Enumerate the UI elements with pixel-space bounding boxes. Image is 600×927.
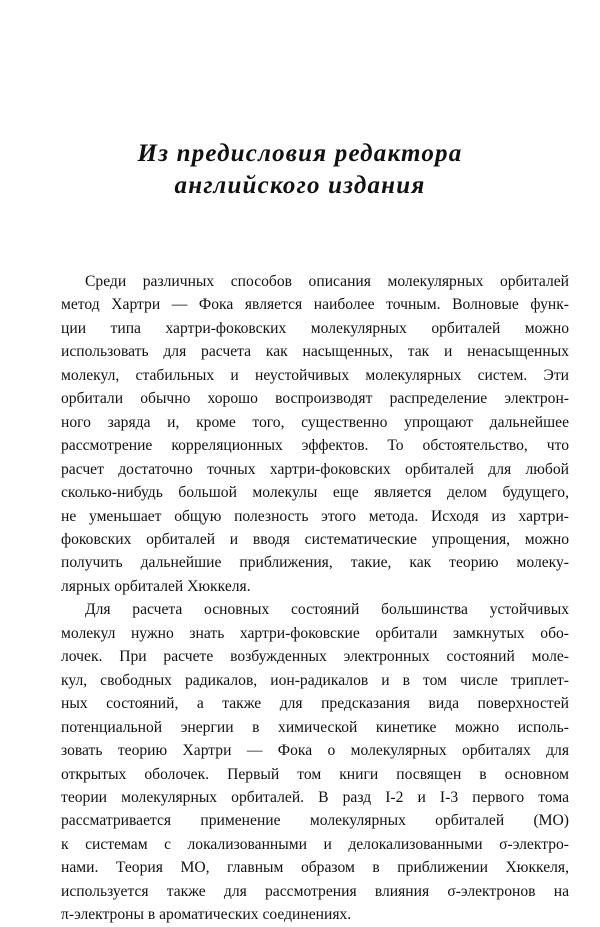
text-line: нами. Теория МО, главным образом в приближении Хюккеля, bbox=[61, 859, 569, 877]
text-line: π-электроны в ароматических соединениях. bbox=[61, 906, 352, 924]
text-line: использовать для расчета как насыщенных, так и ненасыщенных bbox=[61, 343, 569, 361]
text-line: ных состояний, а также для предсказания вида поверхностей bbox=[61, 695, 569, 713]
page-title bbox=[0, 138, 600, 202]
text-line: к системам с локализованными и делокализованными σ-электро- bbox=[61, 835, 569, 853]
text-line: Среди различных способов описания молекулярных орбиталей bbox=[85, 273, 569, 290]
text-line: рассмотрение корреляционных эффектов. То обстоятельство, что bbox=[61, 437, 569, 455]
text-line: теории молекулярных орбиталей. В разд I-2 и I-3 первого тома bbox=[61, 788, 569, 806]
paragraph-1 bbox=[61, 270, 569, 598]
text-line: молекул нужно знать хартри-фоковские орбитали замкнутых обо- bbox=[61, 624, 569, 642]
text-line: ции типа хартри-фоковских молекулярных орбиталей можно bbox=[61, 319, 569, 337]
text-line: рассматривается применение молекулярных орбиталей (МО) bbox=[61, 812, 569, 830]
title-line-2: английского издания bbox=[174, 172, 426, 199]
body-text bbox=[61, 270, 569, 927]
text-line: расчет достаточно точных хартри-фоковских орбиталей для любой bbox=[61, 460, 569, 478]
text-line: фоковских орбиталей и вводя систематические упрощения, можно bbox=[61, 530, 569, 548]
text-line: используется также для рассмотрения влияния σ-электронов на bbox=[61, 882, 569, 900]
title-line-1: Из предисловия редактора bbox=[137, 140, 463, 167]
paragraph-2 bbox=[61, 598, 569, 926]
text-line: потенциальной энергии в химической кинетике можно исполь- bbox=[61, 718, 569, 736]
text-line: кул, свободных радикалов, ион-радикалов и в том числе триплет- bbox=[61, 671, 569, 689]
text-line: лочек. При расчете возбужденных электронных состояний моле- bbox=[61, 648, 569, 666]
text-line: получить дальнейшие приближения, такие, как теорию молеку- bbox=[61, 554, 569, 572]
text-line: зовать теорию Хартри — Фока о молекулярных орбиталях для bbox=[61, 742, 569, 760]
text-line: сколько-нибудь большой молекулы еще является делом будущего, bbox=[61, 484, 569, 502]
text-line: молекул, стабильных и неустойчивых молекулярных систем. Эти bbox=[61, 366, 569, 384]
text-line: Для расчета основных состояний большинства устойчивых bbox=[85, 601, 569, 619]
text-line: орбитали обычно хорошо воспроизводят распределение электрон- bbox=[61, 390, 569, 408]
text-line: ного заряда и, кроме того, существенно упрощают дальнейшее bbox=[61, 413, 569, 431]
text-line: открытых оболочек. Первый том книги посвящен в основном bbox=[61, 765, 569, 783]
text-line: не уменьшает общую полезность этого метода. Исходя из хартри- bbox=[61, 507, 569, 525]
text-line: метод Хартри — Фока является наиболее точным. Волновые функ- bbox=[61, 296, 569, 314]
text-line: лярных орбиталей Хюккеля. bbox=[61, 577, 251, 595]
